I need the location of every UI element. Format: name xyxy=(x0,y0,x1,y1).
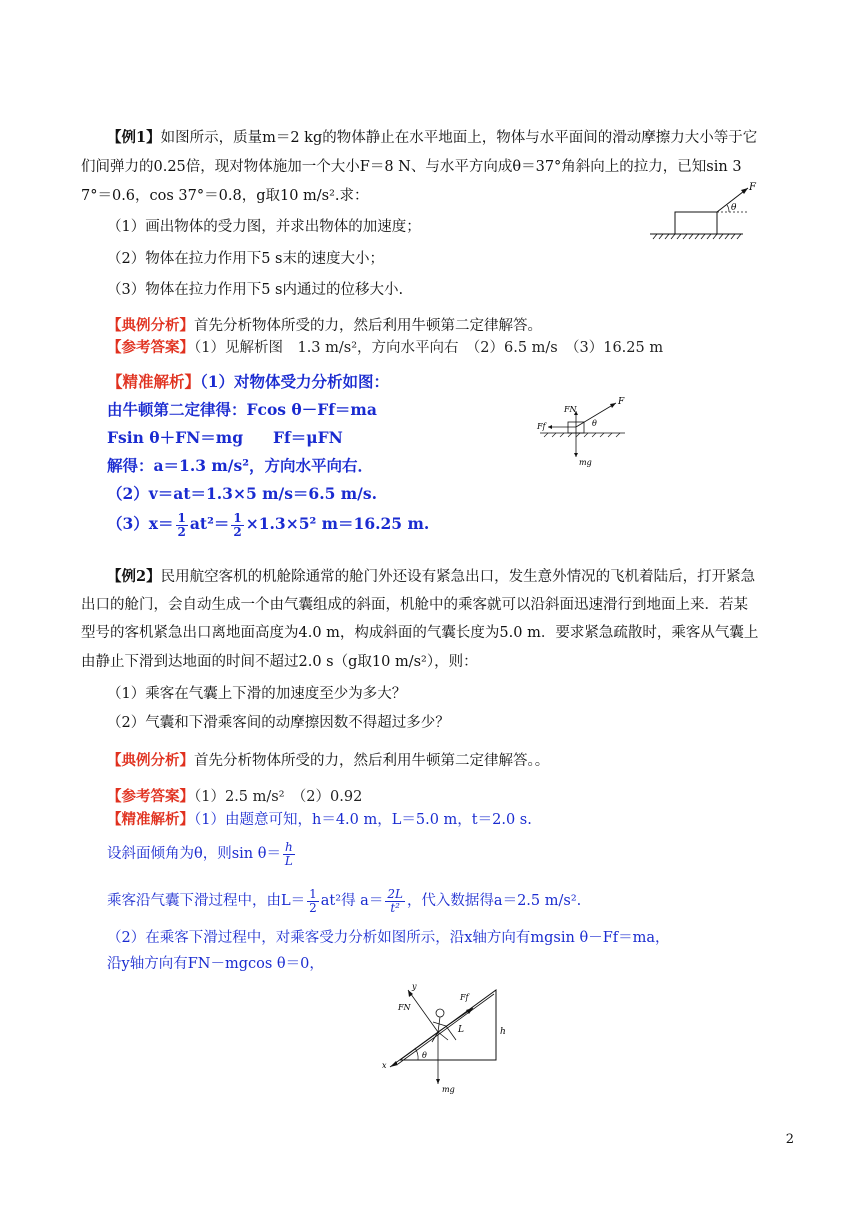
ex2-solution-line-1 xyxy=(107,810,532,830)
fig2-label-mg: mg xyxy=(442,1085,455,1094)
ex2-line-3: 型号的客机紧急出口离地面高度为4.0 m，构成斜面的气囊长度为5.0 m．要求紧急疏散时，乘客从气囊上 xyxy=(81,625,759,641)
fig2-label-x: x xyxy=(382,1061,387,1070)
fraction-2L-over-t2: $\frac{2L}{\text{t²}}$ xyxy=(387,886,403,915)
ex1-sol-5: （2）v＝at＝1.3×5 m/s＝6.5 m/s. xyxy=(107,484,377,503)
ex1-question-1: （1）画出物体的受力图，并求出物体的加速度； xyxy=(107,219,421,235)
ex2-sol-1: （1）由题意可知，h＝4.0 m，L＝5.0 m，t＝2.0 s. xyxy=(194,812,532,828)
gravity-arrow-icon-2 xyxy=(436,1079,440,1084)
ex1-answer-text: （1）见解析图 1.3 m/s²，方向水平向右 （2）6.5 m/s （3）16.25 m xyxy=(194,340,664,356)
fig2-label-L: L xyxy=(458,1025,464,1035)
fbd-label-F: F xyxy=(618,397,625,407)
ex1-sol-6c: ×1.3×5² m＝16.25 m. xyxy=(245,514,430,533)
ex1-analysis-tag: 【典例分析】 xyxy=(107,317,194,334)
ex1-block-figure xyxy=(645,182,755,244)
ex1-line-3: 7°＝0.6，cos 37°＝0.8，g取10 m/s².求： xyxy=(81,188,369,204)
fig2-label-theta: θ xyxy=(422,1051,427,1060)
ex2-question-2: （2）气囊和下滑乘客间的动摩擦因数不得超过多少？ xyxy=(107,715,450,731)
ex2-answer-tag: 【参考答案】 xyxy=(107,788,194,805)
ex1-sol-2: 由牛顿第二定律得：Fcos θ－Ff＝ma xyxy=(107,400,377,419)
y-axis-line xyxy=(408,990,438,1032)
ex2-line-2: 出口的舱门，会自动生成一个由气囊组成的斜面，机舱中的乘客就可以沿斜面迅速滑行到地面上来．若某 xyxy=(81,597,748,613)
ex2-sol-5: 沿y轴方向有FN－mgcos θ＝0， xyxy=(107,956,324,972)
ex1-text-1: 如图所示，质量m＝2 kg的物体静止在水平地面上，物体与水平面间的滑动摩擦力大小等于它 xyxy=(160,130,758,146)
ex1-sol-1: （1）对物体受力分析如图： xyxy=(200,372,390,391)
ex2-sol-3b: at²得 a＝ xyxy=(320,893,384,909)
ex2-analysis-text: 首先分析物体所受的力，然后利用牛顿第二定律解答。。 xyxy=(194,753,550,769)
passenger-head-icon xyxy=(436,1009,444,1017)
pull-arrow-icon xyxy=(610,403,616,408)
ex2-sol-3 xyxy=(107,885,581,917)
ex2-text-1: 民用航空客机的机舱除通常的舱门外还设有紧急出口，发生意外情况的飞机着陆后，打开紧急 xyxy=(160,569,756,585)
fbd-label-Ff: Ff xyxy=(537,422,546,431)
fbd-label-theta: θ xyxy=(592,419,597,428)
page-number: 2 xyxy=(785,1132,794,1147)
incline-offset-line xyxy=(398,994,494,1064)
ex2-sol-4: （2）在乘客下滑过程中，对乘客受力分析如图所示，沿x轴方向有mgsin θ－Ff＝ma， xyxy=(107,930,670,946)
ex1-answer-tag: 【参考答案】 xyxy=(107,339,194,356)
ex2-answer xyxy=(107,787,362,807)
ex1-sol-3 xyxy=(107,428,343,448)
ex2-analysis xyxy=(107,751,549,771)
fig2-label-h: h xyxy=(500,1027,506,1037)
fig2-label-Ff: Ff xyxy=(460,993,469,1002)
ex2-analysis-tag: 【典例分析】 xyxy=(107,752,194,769)
fraction-half-2: $\frac{1}{2}$ xyxy=(233,510,242,539)
ex2-incline-figure xyxy=(378,980,513,1098)
ex2-sol-3c: ，代入数据得a＝2.5 m/s². xyxy=(406,893,582,909)
ex2-line-1 xyxy=(107,567,755,587)
ex2-sol-3a: 乘客沿气囊下滑过程中，由L＝ xyxy=(107,893,306,909)
fraction-half-3: $\frac{1}{2}$ xyxy=(309,886,317,915)
ex2-question-1: （1）乘客在气囊上下滑的加速度至少为多大？ xyxy=(107,686,407,702)
ex1-question-3: （3）物体在拉力作用下5 s内通过的位移大小. xyxy=(107,282,404,298)
ex1-line-1 xyxy=(107,128,757,148)
ex2-tag: 【例2】 xyxy=(107,568,161,585)
ex2-answer-text: （1）2.5 m/s² （2）0.92 xyxy=(194,789,363,805)
fraction-h-over-L: $\frac{h}{L}$ xyxy=(284,839,293,868)
ex1-line-2: 们间弹力的0.25倍，现对物体施加一个大小F＝8 N、与水平方向成θ＝37°角斜向上的拉力，已知sin 3 xyxy=(81,159,742,175)
ex1-sol-6 xyxy=(107,508,429,540)
fbd-label-mg: mg xyxy=(579,458,592,467)
ex1-sol-3a: Fsin θ＋FN＝mg xyxy=(107,428,244,447)
ex1-solution-line-1 xyxy=(107,372,389,392)
fig1-label-F: F xyxy=(749,182,756,193)
ex1-sol-6b: at²＝ xyxy=(189,514,230,533)
fig1-label-theta: θ xyxy=(731,203,737,213)
fig2-label-y: y xyxy=(412,982,417,991)
ex1-sol-4: 解得：a＝1.3 m/s²，方向水平向右． xyxy=(107,456,373,475)
ex2-line-4: 由静止下滑到达地面的时间不超过2.0 s（g取10 m/s²），则： xyxy=(81,654,478,670)
gravity-arrow-icon xyxy=(574,453,578,457)
ex1-sol-6a: （3）x＝ xyxy=(107,514,174,533)
ex1-analysis xyxy=(107,316,542,336)
ex1-sol-3b: Ff＝μFN xyxy=(273,428,343,447)
block-shape xyxy=(675,212,717,234)
ex1-free-body-diagram xyxy=(530,395,635,470)
ex1-question-2: （2）物体在拉力作用下5 s末的速度大小； xyxy=(107,251,384,267)
ex2-sol-2 xyxy=(107,838,297,870)
fig2-label-FN: FN xyxy=(398,1003,411,1012)
ex2-sol-tag: 【精准解析】 xyxy=(107,811,194,828)
ex1-tag: 【例1】 xyxy=(107,129,161,146)
ex1-answer xyxy=(107,338,663,358)
fraction-half-1: $\frac{1}{2}$ xyxy=(177,510,186,539)
fbd-label-FN: FN xyxy=(564,405,577,414)
friction-arrow-icon xyxy=(548,425,552,429)
ground-hatch xyxy=(653,234,741,239)
x-axis-line xyxy=(390,1032,438,1067)
ex1-sol-tag: 【精准解析】 xyxy=(107,372,201,391)
ex1-analysis-text: 首先分析物体所受的力，然后利用牛顿第二定律解答。 xyxy=(194,318,542,334)
ex2-sol-2a: 设斜面倾角为θ，则sin θ＝ xyxy=(107,846,281,862)
